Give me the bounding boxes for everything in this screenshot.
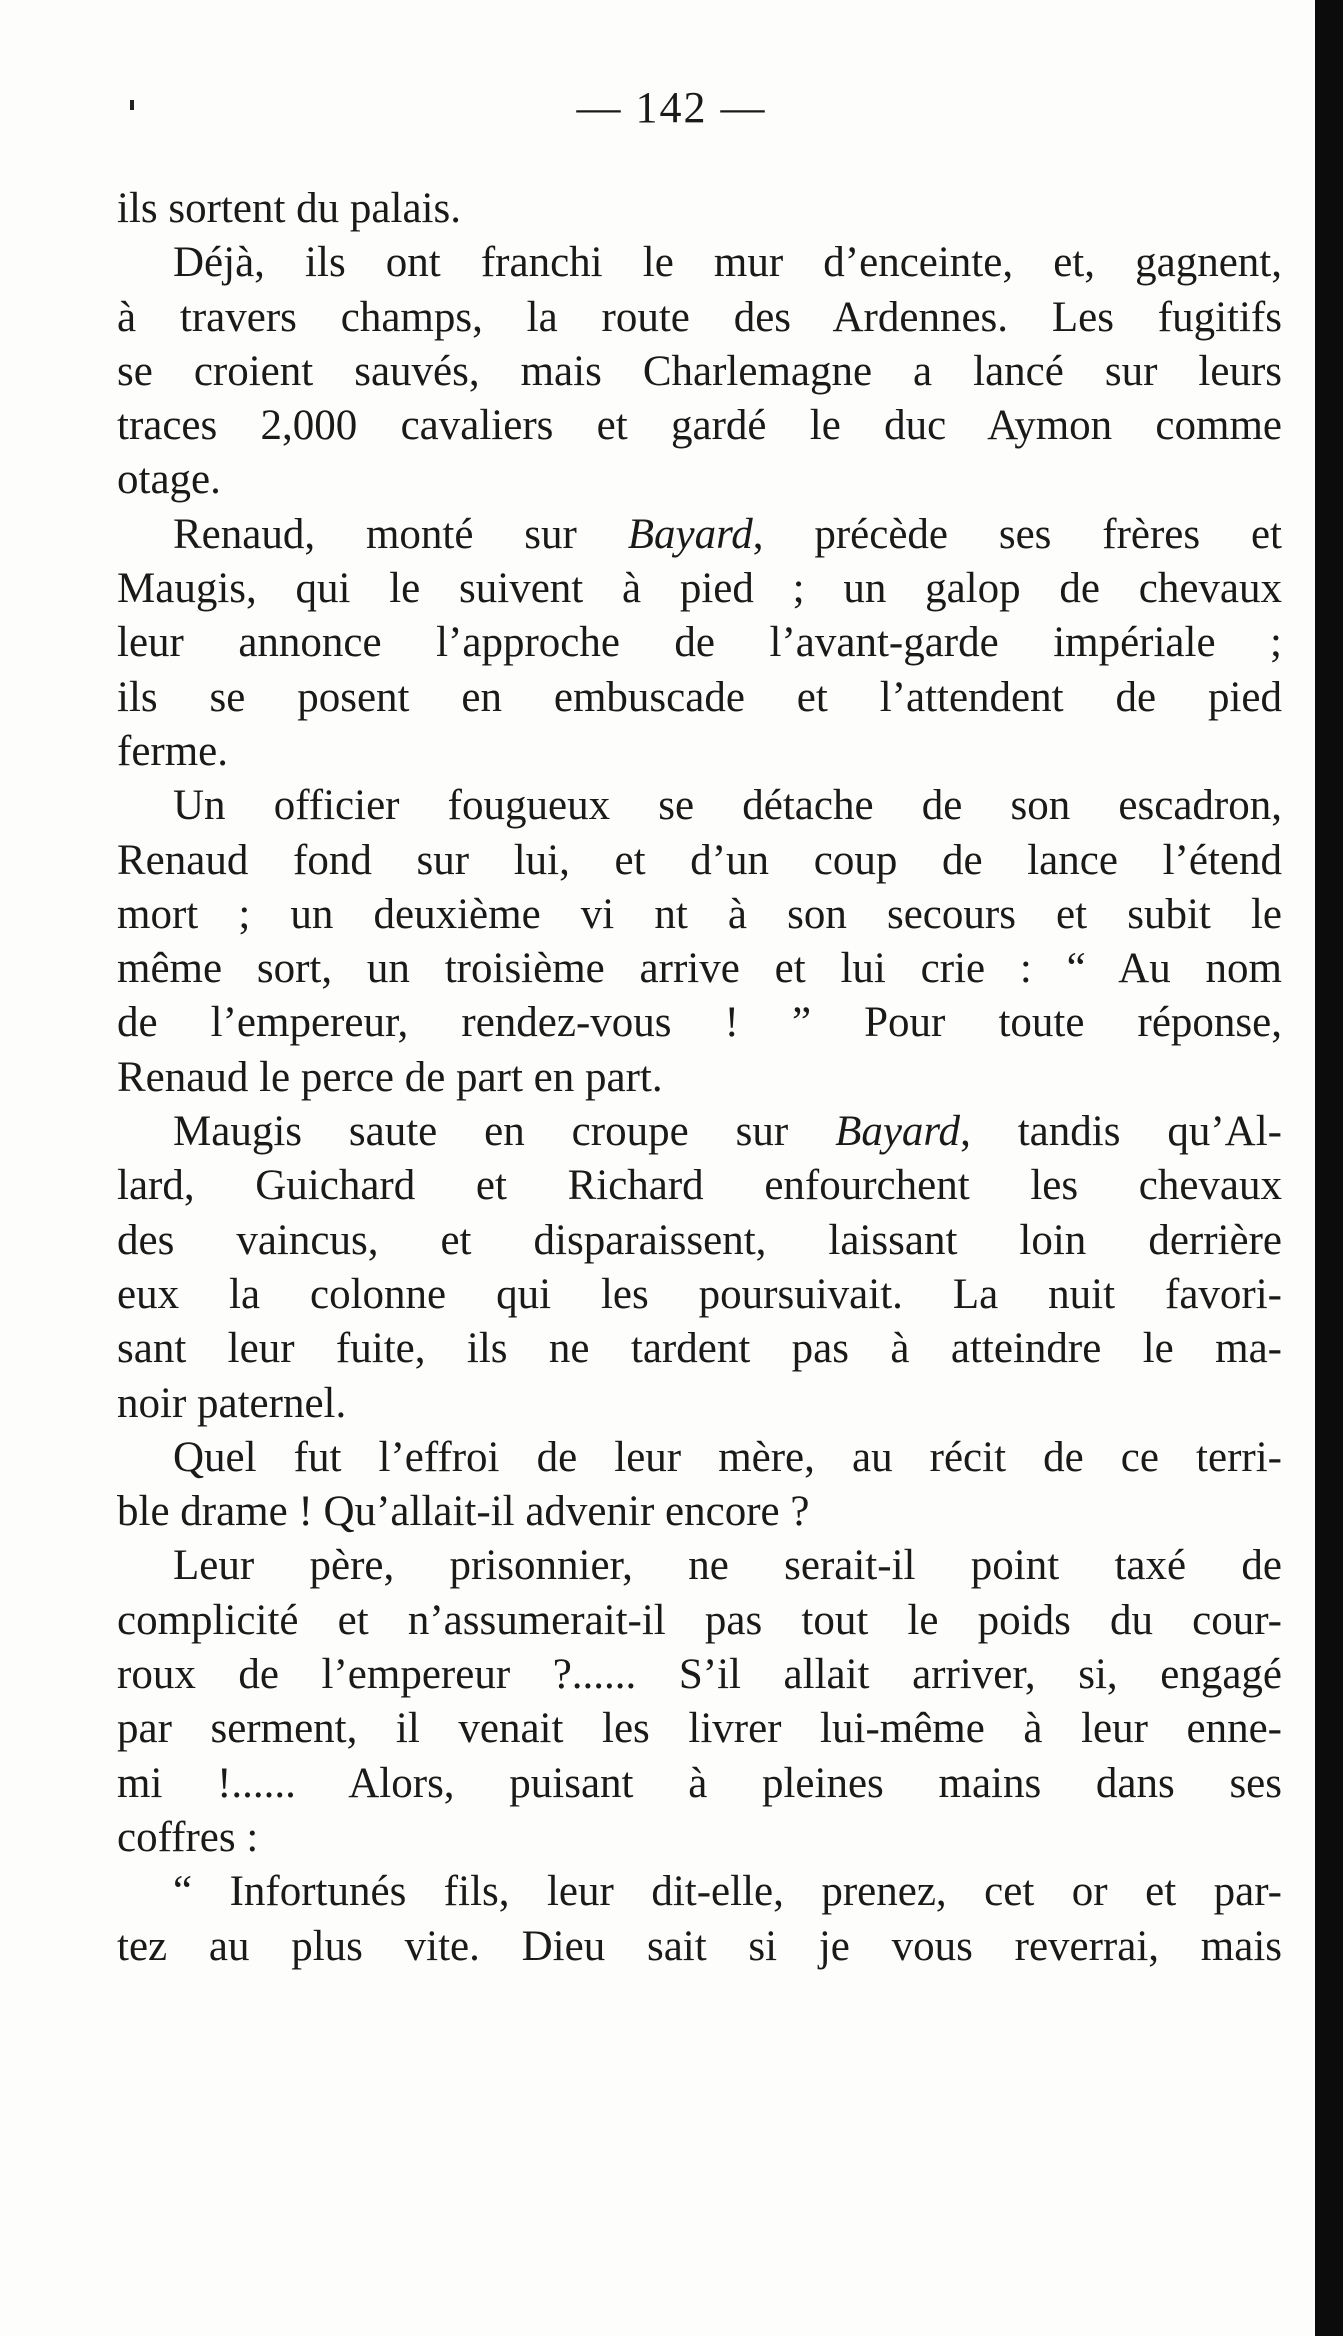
text-line: sant leur fuite, ils ne tardent pas à atteindre le ma- (117, 1325, 1282, 1373)
text-line: coffres : (117, 1813, 259, 1861)
page-edge-shadow (1315, 0, 1343, 2336)
text-line-segment: Maugis saute en croupe sur (173, 1108, 836, 1156)
text-line: leur annonce l’approche de l’avant-garde impériale ; (117, 619, 1282, 667)
text-line: roux de l’empereur ?...... S’il allait arriver, si, engagé (117, 1651, 1282, 1699)
text-line (117, 1105, 1282, 1159)
text-line: de l’empereur, rendez-vous ! ” Pour toute réponse, (117, 999, 1282, 1047)
italic-name: Bayard (835, 1108, 961, 1156)
text-line: mort ; un deuxième vi nt à son secours et subit le (117, 890, 1282, 938)
text-line: tez au plus vite. Dieu sait si je vous reverrai, mais (117, 1922, 1282, 1970)
text-line: otage. (117, 456, 221, 504)
text-line: ils sortent du palais. (117, 185, 461, 232)
text-line-segment: , précède ses frères et (752, 510, 1282, 558)
body-text (117, 182, 1282, 1974)
text-line: complicité et n’assumerait-il pas tout le poids du cour- (117, 1596, 1282, 1644)
text-line (117, 508, 1282, 562)
text-line: des vaincus, et disparaissent, laissant loin derrière (117, 1216, 1282, 1264)
italic-name: Bayard (627, 510, 753, 558)
text-line-segment: , tandis qu’Al- (960, 1108, 1282, 1156)
page-number: — 142 — (576, 83, 767, 132)
text-line: Renaud fond sur lui, et d’un coup de lance l’étend (117, 836, 1282, 884)
text-line: mi !...... Alors, puisant à pleines mains dans ses (117, 1759, 1282, 1807)
text-line: à travers champs, la route des Ardennes. Les fugitifs (117, 293, 1282, 341)
text-line: ils se posent en embuscade et l’attendent de pied (117, 673, 1282, 721)
text-line: noir paternel. (117, 1379, 347, 1427)
text-line: traces 2,000 cavaliers et gardé le duc Aymon comme (117, 402, 1282, 450)
text-line-segment: Renaud, monté sur (173, 510, 628, 558)
text-line: Leur père, prisonnier, ne serait-il point taxé de (173, 1542, 1282, 1590)
text-line: même sort, un troisième arrive et lui crie : “ Au nom (117, 945, 1282, 993)
text-line: lard, Guichard et Richard enfourchent les chevaux (117, 1162, 1282, 1210)
text-line: Renaud le perce de part en part. (117, 1053, 663, 1101)
text-line: ble drame ! Qu’allait-il advenir encore ? (117, 1488, 810, 1536)
text-line: Un officier fougueux se détache de son escadron, (173, 782, 1282, 830)
text-line: Quel fut l’effroi de leur mère, au récit de ce terri- (173, 1433, 1282, 1481)
text-line: Déjà, ils ont franchi le mur d’enceinte, et, gagnent, (173, 239, 1282, 287)
text-line: se croient sauvés, mais Charlemagne a lancé sur leurs (117, 347, 1282, 395)
text-line: ferme. (117, 727, 229, 775)
text-line: par serment, il venait les livrer lui-même à leur enne- (117, 1705, 1282, 1753)
text-line: “ Infortunés fils, leur dit-elle, prenez, cet or et par- (173, 1868, 1282, 1916)
text-line: Maugis, qui le suivent à pied ; un galop de chevaux (117, 565, 1282, 613)
text-line: eux la colonne qui les poursuivait. La nuit favori- (117, 1270, 1282, 1318)
